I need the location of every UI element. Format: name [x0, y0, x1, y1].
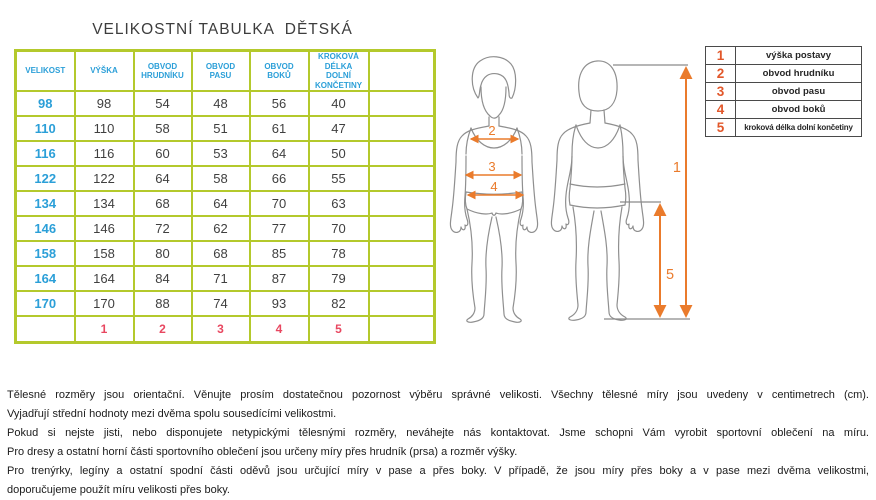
- note-line: doporučujeme použít míru velikosti přes boky.: [7, 484, 230, 496]
- value-cell: [369, 141, 435, 166]
- measurement-diagram: [435, 45, 705, 342]
- value-cell: 58: [192, 166, 250, 191]
- column-header: KROKOVÁ DÉLKA DOLNÍ KONČETINY: [309, 51, 369, 92]
- size-cell: 158: [16, 241, 75, 266]
- footer-number-cell: 1: [75, 316, 134, 342]
- notes: [7, 386, 869, 500]
- table-row: [16, 191, 435, 216]
- value-cell: 56: [250, 91, 309, 116]
- figure-face: [481, 87, 506, 118]
- table-row: [16, 91, 435, 116]
- value-cell: 77: [250, 216, 309, 241]
- value-cell: 134: [75, 191, 134, 216]
- column-header: OBVOD HRUDNÍKU: [134, 51, 192, 92]
- value-cell: 51: [192, 116, 250, 141]
- column-header: VÝŠKA: [75, 51, 134, 92]
- value-cell: 71: [192, 266, 250, 291]
- column-header: [369, 51, 435, 92]
- value-cell: 158: [75, 241, 134, 266]
- footer-number-cell: 2: [134, 316, 192, 342]
- table-row: [16, 166, 435, 191]
- value-cell: 70: [250, 191, 309, 216]
- legend-row: [706, 65, 862, 83]
- page-title: VELIKOSTNÍ TABULKA DĚTSKÁ: [92, 21, 353, 38]
- value-cell: [369, 191, 435, 216]
- value-cell: 146: [75, 216, 134, 241]
- value-cell: [369, 91, 435, 116]
- value-cell: 80: [134, 241, 192, 266]
- column-header: VELIKOST: [16, 51, 75, 92]
- legend-row: [706, 83, 862, 101]
- legend-row: [706, 101, 862, 119]
- size-cell: 134: [16, 191, 75, 216]
- figure-leg-left: [467, 209, 492, 322]
- legend-number: 4: [706, 101, 736, 119]
- value-cell: 55: [309, 166, 369, 191]
- footer-number-cell: [369, 316, 435, 342]
- column-header: OBVOD BOKŮ: [250, 51, 309, 92]
- value-cell: 82: [309, 291, 369, 316]
- value-cell: [369, 116, 435, 141]
- value-cell: 74: [192, 291, 250, 316]
- note-line: Pro trenýrky, legíny a ostatní spodní části oděvů jsou určující míry v pase a přes boky. V případě, že jsou míry přes boky a v pase mezi dvěma velikostmi,: [7, 465, 869, 477]
- legend-table: [705, 46, 862, 137]
- size-cell: 122: [16, 166, 75, 191]
- footer-number-cell: 5: [309, 316, 369, 342]
- legend-label: obvod boků: [736, 101, 862, 119]
- figure-leg-left: [569, 207, 594, 320]
- note-line: Tělesné rozměry jsou orientační. Věnujte prosím dostatečnou pozornost výběru správné velikosti. Všechny tělesné míry jsou uvedeny v centimetrech (cm).: [7, 389, 869, 401]
- value-cell: [369, 166, 435, 191]
- size-cell: 98: [16, 91, 75, 116]
- measure-label-chest: 2: [488, 123, 496, 138]
- measure-label-height: 1: [672, 160, 681, 176]
- footer-number-cell: [16, 316, 75, 342]
- size-table-footer: [16, 316, 435, 342]
- value-cell: 60: [134, 141, 192, 166]
- size-cell: 110: [16, 116, 75, 141]
- value-cell: 58: [134, 116, 192, 141]
- size-table: [14, 49, 436, 344]
- figure-hair: [472, 57, 515, 99]
- note-line: Pokud si nejste jisti, nebo disponujete netypickými tělesnými rozměry, neváhejte nás kontaktovat. Jsme schopni Vám vyrobit sportovní oblečení na míru.: [7, 427, 869, 439]
- size-table-body: [16, 91, 435, 316]
- footer-number-cell: 3: [192, 316, 250, 342]
- figure-leg-right: [496, 209, 521, 322]
- footer-row: [16, 316, 435, 342]
- value-cell: 98: [75, 91, 134, 116]
- value-cell: 64: [134, 166, 192, 191]
- value-cell: 116: [75, 141, 134, 166]
- value-cell: 85: [250, 241, 309, 266]
- legend-number: 2: [706, 65, 736, 83]
- value-cell: 64: [192, 191, 250, 216]
- legend-row: [706, 47, 862, 65]
- legend-number: 1: [706, 47, 736, 65]
- body-figure-right: [551, 61, 643, 320]
- footer-number-cell: 4: [250, 316, 309, 342]
- size-cell: 116: [16, 141, 75, 166]
- value-cell: 68: [192, 241, 250, 266]
- legend-number: 5: [706, 119, 736, 137]
- value-cell: [369, 216, 435, 241]
- measure-label-hips: 4: [490, 179, 498, 194]
- value-cell: 122: [75, 166, 134, 191]
- value-cell: 72: [134, 216, 192, 241]
- value-cell: 50: [309, 141, 369, 166]
- value-cell: [369, 241, 435, 266]
- value-cell: 84: [134, 266, 192, 291]
- note-line: Pro dresy a ostatní horní části sportovního oblečení jsou určeny míry přes hrudník (prsa) a rozměr výšky.: [7, 446, 518, 458]
- measure-label-inseam: 5: [666, 267, 675, 283]
- figure-arm-left: [450, 126, 489, 232]
- value-cell: [369, 266, 435, 291]
- size-cell: 170: [16, 291, 75, 316]
- table-row: [16, 141, 435, 166]
- value-cell: 47: [309, 116, 369, 141]
- value-cell: 170: [75, 291, 134, 316]
- value-cell: 48: [192, 91, 250, 116]
- size-cell: 164: [16, 266, 75, 291]
- value-cell: 61: [250, 116, 309, 141]
- figure-head: [579, 61, 617, 111]
- value-cell: 70: [309, 216, 369, 241]
- note-line: Vyjadřují střední hodnoty mezi dvěma spolu sousedícími velikostmi.: [7, 408, 337, 420]
- value-cell: 40: [309, 91, 369, 116]
- legend-table-body: [706, 47, 862, 137]
- value-cell: 79: [309, 266, 369, 291]
- value-cell: 88: [134, 291, 192, 316]
- legend-label: kroková délka dolní končetiny: [736, 119, 862, 137]
- legend-row: [706, 119, 862, 137]
- measure-label-waist: 3: [488, 159, 496, 174]
- header-row: [16, 51, 435, 92]
- table-row: [16, 291, 435, 316]
- size-cell: 146: [16, 216, 75, 241]
- legend-label: výška postavy: [736, 47, 862, 65]
- value-cell: 164: [75, 266, 134, 291]
- value-cell: 93: [250, 291, 309, 316]
- column-header: OBVOD PASU: [192, 51, 250, 92]
- legend-number: 3: [706, 83, 736, 101]
- figure-shorts: [569, 188, 570, 205]
- legend-label: obvod hrudníku: [736, 65, 862, 83]
- value-cell: [369, 291, 435, 316]
- table-row: [16, 266, 435, 291]
- table-row: [16, 241, 435, 266]
- value-cell: 63: [309, 191, 369, 216]
- value-cell: 53: [192, 141, 250, 166]
- value-cell: 66: [250, 166, 309, 191]
- table-row: [16, 216, 435, 241]
- value-cell: 64: [250, 141, 309, 166]
- value-cell: 78: [309, 241, 369, 266]
- legend-label: obvod pasu: [736, 83, 862, 101]
- figure-leg-right: [601, 207, 626, 320]
- size-table-header: [16, 51, 435, 92]
- value-cell: 54: [134, 91, 192, 116]
- value-cell: 68: [134, 191, 192, 216]
- table-row: [16, 116, 435, 141]
- value-cell: 87: [250, 266, 309, 291]
- figure-arm-right: [499, 126, 538, 232]
- figure-briefs: [465, 192, 467, 209]
- value-cell: 62: [192, 216, 250, 241]
- value-cell: 110: [75, 116, 134, 141]
- figure-tanktop: [576, 125, 620, 148]
